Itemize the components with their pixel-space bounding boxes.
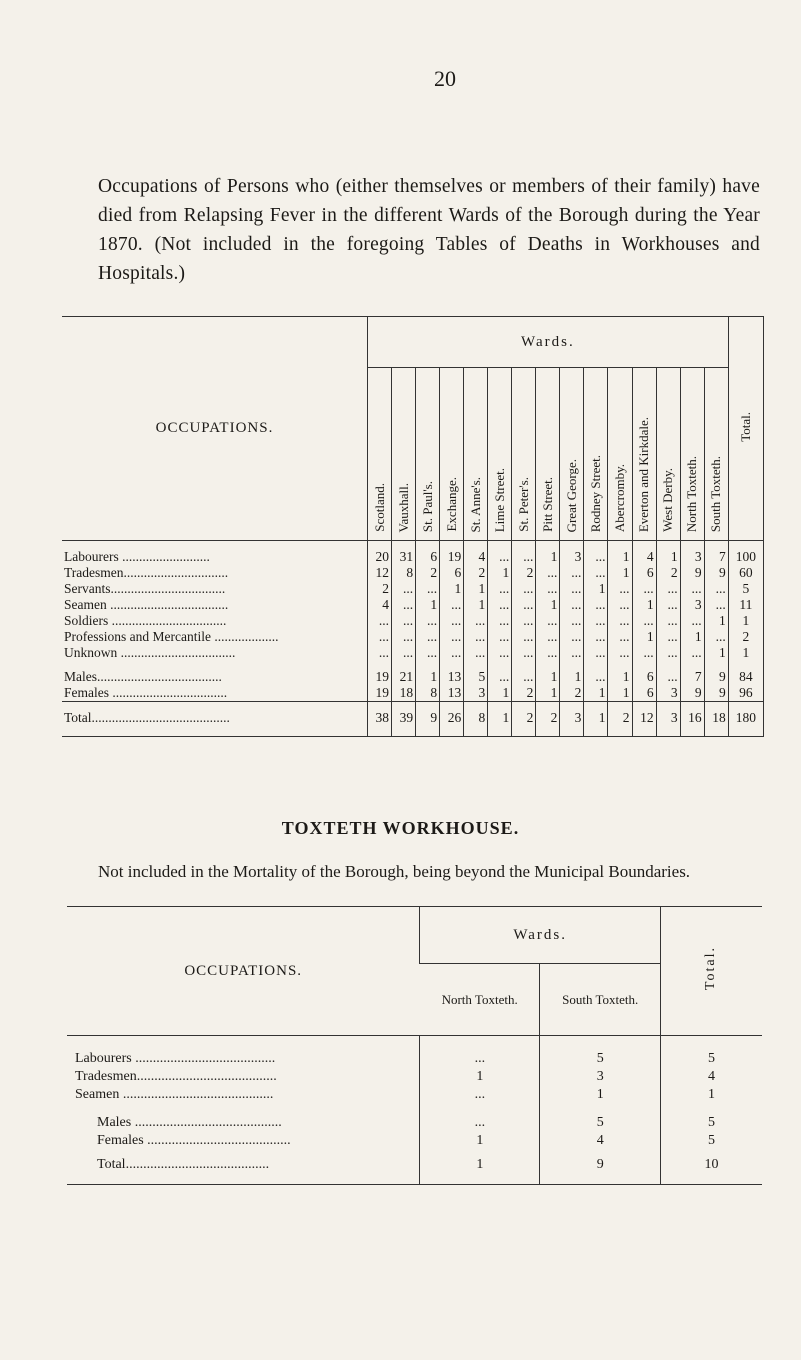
row-label: Tradesmen............................... [64, 565, 229, 580]
cell-value: ... [632, 645, 656, 661]
cell-south: 3 [540, 1068, 661, 1086]
t2-south-toxteth-header: South Toxteth. [540, 964, 661, 1036]
cell-value: 9 [704, 565, 728, 581]
row-total: 84 [728, 669, 763, 685]
row-label: Labourers .......................... [64, 549, 210, 564]
cell-value: 1 [608, 669, 632, 685]
cell-value: 13 [440, 685, 464, 702]
cell-value: 3 [680, 597, 704, 613]
row-total: 60 [728, 565, 763, 581]
ward-header: Rodney Street. [584, 368, 608, 541]
cell-south: 9 [540, 1156, 661, 1174]
cell-value: ... [488, 549, 512, 565]
cell-value: 6 [416, 549, 440, 565]
cell-value: ... [536, 581, 560, 597]
cell-value: 38 [368, 710, 392, 726]
cell-value: 1 [632, 597, 656, 613]
ward-header: St. Peter's. [512, 368, 536, 541]
cell-value: ... [416, 581, 440, 597]
cell-value: 2 [368, 581, 392, 597]
cell-value: ... [488, 669, 512, 685]
table-row [62, 613, 764, 629]
cell-value: 3 [464, 685, 488, 702]
cell-value: 1 [416, 669, 440, 685]
wards-header: Wards. [368, 317, 729, 368]
cell-value: 1 [536, 549, 560, 565]
cell-value: 26 [440, 710, 464, 726]
cell-value: 5 [464, 669, 488, 685]
cell-value: 3 [680, 549, 704, 565]
cell-value: ... [512, 549, 536, 565]
cell-value: ... [464, 613, 488, 629]
row-label: Seamen ........................................... [75, 1087, 274, 1102]
cell-value: 1 [488, 710, 512, 726]
cell-value: 6 [632, 685, 656, 702]
cell-total: 5 [660, 1114, 762, 1132]
toxteth-workhouse-table [67, 906, 762, 1185]
cell-north: 1 [420, 1068, 540, 1086]
cell-total: 5 [660, 1132, 762, 1150]
cell-value: 1 [464, 597, 488, 613]
cell-value: ... [488, 629, 512, 645]
table-row [67, 1068, 762, 1086]
table-row [62, 565, 764, 581]
row-total: 1 [728, 613, 763, 629]
cell-value: ... [560, 645, 584, 661]
cell-value: ... [608, 581, 632, 597]
relapsing-fever-table [62, 316, 764, 737]
cell-value: ... [584, 669, 608, 685]
cell-north: 1 [420, 1132, 540, 1150]
row-label: Tradesmen........................................ [75, 1069, 277, 1084]
cell-value: 2 [512, 565, 536, 581]
cell-value: 12 [632, 710, 656, 726]
cell-south: 5 [540, 1050, 661, 1068]
row-label: Females ......................................... [97, 1133, 291, 1148]
cell-value: ... [608, 613, 632, 629]
cell-value: ... [536, 613, 560, 629]
cell-value: 4 [464, 549, 488, 565]
table-row [67, 1050, 762, 1068]
t2-total-header: Total. [660, 907, 762, 1036]
cell-value: 9 [680, 685, 704, 702]
cell-value: ... [392, 597, 416, 613]
cell-total: 5 [660, 1050, 762, 1068]
total-header: Total. [728, 317, 763, 541]
cell-value: ... [368, 645, 392, 661]
ward-header: Exchange. [440, 368, 464, 541]
cell-value: 2 [464, 565, 488, 581]
cell-value: 3 [560, 549, 584, 565]
cell-value: 1 [464, 581, 488, 597]
cell-value: ... [680, 613, 704, 629]
cell-value: 1 [608, 549, 632, 565]
cell-value: ... [368, 629, 392, 645]
row-total: 11 [728, 597, 763, 613]
cell-value: 1 [632, 629, 656, 645]
cell-value: ... [416, 645, 440, 661]
cell-value: ... [584, 597, 608, 613]
cell-value: ... [392, 581, 416, 597]
cell-north: ... [420, 1050, 540, 1068]
cell-value: 1 [488, 565, 512, 581]
row-label: Professions and Mercantile ................... [64, 629, 279, 644]
cell-north: 1 [420, 1156, 540, 1174]
occupations-header: OCCUPATIONS. [62, 317, 368, 541]
ward-header: Everton and Kirkdale. [632, 368, 656, 541]
cell-value: 1 [608, 685, 632, 702]
row-label: Females .................................. [64, 685, 228, 700]
cell-value: ... [560, 581, 584, 597]
table-row [62, 629, 764, 645]
cell-value: ... [416, 629, 440, 645]
cell-value: ... [512, 613, 536, 629]
cell-value: ... [584, 613, 608, 629]
cell-value: 4 [368, 597, 392, 613]
row-total: 180 [728, 710, 763, 726]
cell-value: ... [656, 581, 680, 597]
cell-value: ... [512, 581, 536, 597]
cell-value: 19 [368, 669, 392, 685]
cell-value: 9 [416, 710, 440, 726]
cell-value: ... [560, 565, 584, 581]
cell-value: ... [656, 669, 680, 685]
cell-total: 10 [660, 1156, 762, 1174]
cell-value: ... [584, 629, 608, 645]
ward-header: St. Paul's. [416, 368, 440, 541]
cell-value: 16 [680, 710, 704, 726]
cell-value: 9 [704, 669, 728, 685]
cell-value: ... [656, 613, 680, 629]
cell-value: ... [536, 629, 560, 645]
cell-value: ... [464, 629, 488, 645]
cell-value: 1 [608, 565, 632, 581]
cell-value: ... [560, 629, 584, 645]
table-row [62, 710, 764, 726]
ward-header: West Derby. [656, 368, 680, 541]
cell-value: ... [440, 613, 464, 629]
cell-value: 13 [440, 669, 464, 685]
table-row [67, 1132, 762, 1150]
cell-value: 2 [608, 710, 632, 726]
cell-value: ... [608, 629, 632, 645]
cell-value: 8 [392, 565, 416, 581]
cell-value: 18 [704, 710, 728, 726]
cell-value: ... [656, 629, 680, 645]
cell-value: ... [464, 645, 488, 661]
cell-value: 1 [680, 629, 704, 645]
cell-value: ... [656, 645, 680, 661]
cell-value: 2 [512, 710, 536, 726]
table-row [62, 669, 764, 685]
cell-value: ... [584, 565, 608, 581]
row-total: 96 [728, 685, 763, 702]
cell-value: 1 [584, 685, 608, 702]
cell-value: ... [680, 581, 704, 597]
cell-value: 20 [368, 549, 392, 565]
cell-value: ... [512, 629, 536, 645]
t2-occupations-header: OCCUPATIONS. [67, 907, 420, 1036]
cell-value: ... [488, 645, 512, 661]
cell-value: 12 [368, 565, 392, 581]
cell-value: 6 [440, 565, 464, 581]
cell-value: ... [632, 581, 656, 597]
cell-value: ... [368, 613, 392, 629]
cell-value: 6 [632, 669, 656, 685]
cell-value: 1 [704, 645, 728, 661]
ward-header: Pitt Street. [536, 368, 560, 541]
cell-value: 21 [392, 669, 416, 685]
table-row [62, 685, 764, 702]
cell-value: ... [584, 645, 608, 661]
row-label: Males..................................... [64, 669, 222, 684]
cell-value: ... [512, 597, 536, 613]
cell-value: ... [560, 597, 584, 613]
cell-value: 19 [440, 549, 464, 565]
cell-value: ... [488, 597, 512, 613]
cell-value: ... [536, 565, 560, 581]
cell-value: ... [392, 629, 416, 645]
cell-south: 1 [540, 1086, 661, 1104]
cell-value: ... [536, 645, 560, 661]
row-label: Labourers ........................................ [75, 1051, 276, 1066]
cell-value: 1 [656, 549, 680, 565]
row-label: Soldiers .................................. [64, 613, 227, 628]
cell-value: ... [416, 613, 440, 629]
ward-header: Lime Street. [488, 368, 512, 541]
cell-value: 2 [656, 565, 680, 581]
row-total: 100 [728, 549, 763, 565]
page-number: 20 [434, 66, 456, 91]
row-total: 2 [728, 629, 763, 645]
cell-value: ... [392, 645, 416, 661]
cell-value: 1 [536, 669, 560, 685]
table-row [62, 581, 764, 597]
cell-value: 1 [584, 710, 608, 726]
row-total: 1 [728, 645, 763, 661]
row-label: Males .......................................... [97, 1115, 282, 1130]
cell-value: 3 [560, 710, 584, 726]
cell-value: 1 [584, 581, 608, 597]
cell-north: ... [420, 1086, 540, 1104]
cell-value: 2 [536, 710, 560, 726]
cell-value: 8 [464, 710, 488, 726]
cell-value: ... [488, 581, 512, 597]
ward-header: Abercromby. [608, 368, 632, 541]
cell-value: ... [392, 613, 416, 629]
row-total: 5 [728, 581, 763, 597]
cell-value: ... [440, 645, 464, 661]
cell-value: 9 [680, 565, 704, 581]
cell-north: ... [420, 1114, 540, 1132]
cell-value: ... [704, 597, 728, 613]
cell-value: ... [440, 597, 464, 613]
cell-value: ... [608, 597, 632, 613]
workhouse-subheading: Not included in the Mortality of the Borough, being beyond the Municipal Boundaries. [98, 862, 691, 881]
cell-value: 1 [416, 597, 440, 613]
table-row [67, 1086, 762, 1104]
intro-paragraph: Occupations of Persons who (either themselves or members of their family) have died from Relapsing Fever in the different Wards of the Borough during the Year 1870. (Not included in the foregoing Tables of Deaths in Workhouses and Hospitals.) [98, 176, 760, 284]
cell-value: ... [608, 645, 632, 661]
cell-value: 1 [560, 669, 584, 685]
table-row [62, 597, 764, 613]
cell-value: 1 [488, 685, 512, 702]
cell-value: 7 [680, 669, 704, 685]
cell-value: 8 [416, 685, 440, 702]
row-label: Total......................................... [97, 1157, 270, 1172]
cell-value: ... [560, 613, 584, 629]
cell-value: 1 [536, 685, 560, 702]
cell-south: 4 [540, 1132, 661, 1150]
table-row [67, 1114, 762, 1132]
cell-value: 6 [632, 565, 656, 581]
cell-value: ... [704, 581, 728, 597]
cell-value: ... [632, 613, 656, 629]
cell-value: ... [680, 645, 704, 661]
cell-value: 7 [704, 549, 728, 565]
cell-value: 31 [392, 549, 416, 565]
cell-value: ... [512, 645, 536, 661]
row-label: Servants.................................. [64, 581, 226, 596]
cell-value: ... [488, 613, 512, 629]
ward-header: Scotland. [368, 368, 392, 541]
cell-value: 9 [704, 685, 728, 702]
cell-value: 4 [632, 549, 656, 565]
cell-value: 3 [656, 685, 680, 702]
cell-value: 2 [512, 685, 536, 702]
cell-value: 18 [392, 685, 416, 702]
row-label: Unknown .................................. [64, 645, 236, 660]
cell-total: 1 [660, 1086, 762, 1104]
ward-header: North Toxteth. [680, 368, 704, 541]
cell-south: 5 [540, 1114, 661, 1132]
cell-value: 3 [656, 710, 680, 726]
cell-value: ... [512, 669, 536, 685]
cell-value: 39 [392, 710, 416, 726]
cell-value: 1 [704, 613, 728, 629]
row-label: Total......................................... [64, 710, 230, 725]
cell-value: ... [440, 629, 464, 645]
ward-header: South Toxteth. [704, 368, 728, 541]
workhouse-heading: TOXTETH WORKHOUSE. [281, 818, 520, 838]
table-row [67, 1156, 762, 1174]
table-row [62, 549, 764, 565]
ward-header: Vauxhall. [392, 368, 416, 541]
cell-value: 1 [536, 597, 560, 613]
table-row [62, 645, 764, 661]
ward-header: Great George. [560, 368, 584, 541]
cell-value: 2 [560, 685, 584, 702]
cell-value: ... [656, 597, 680, 613]
cell-total: 4 [660, 1068, 762, 1086]
cell-value: ... [704, 629, 728, 645]
t2-wards-header: Wards. [420, 907, 661, 964]
cell-value: 1 [440, 581, 464, 597]
cell-value: 19 [368, 685, 392, 702]
row-label: Seamen ................................... [64, 597, 229, 612]
ward-header: St. Anne's. [464, 368, 488, 541]
cell-value: 2 [416, 565, 440, 581]
cell-value: ... [584, 549, 608, 565]
t2-north-toxteth-header: North Toxteth. [420, 964, 540, 1036]
